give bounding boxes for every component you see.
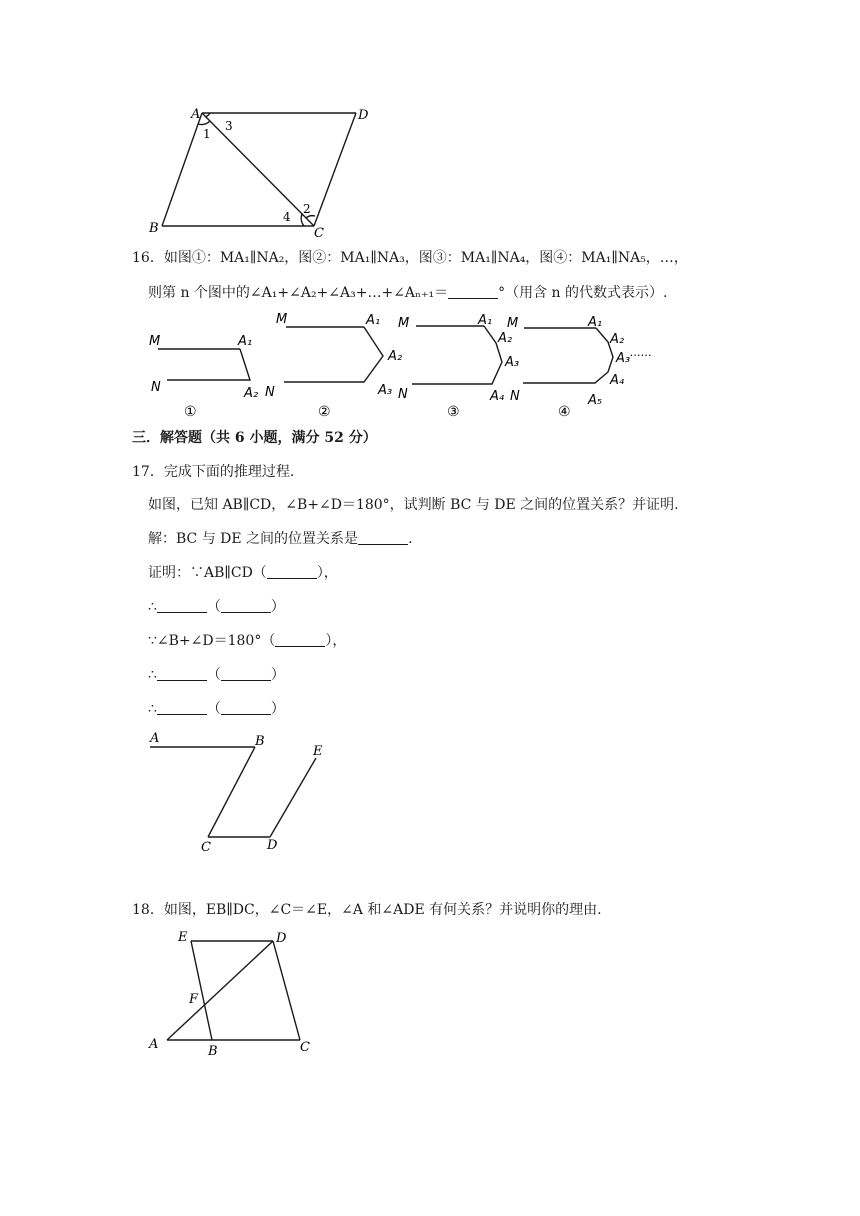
angle-4: 4: [283, 210, 291, 224]
q18-label-B: B: [208, 1044, 218, 1059]
f4-A3: A₃: [616, 351, 631, 366]
f3-A3: A₃: [505, 355, 520, 370]
q17-answer: 解：BC 与 DE 之间的位置关系是 .: [148, 531, 413, 547]
angle-3: 3: [225, 119, 233, 133]
q17-reason-4[interactable]: [221, 666, 271, 681]
q17-proof-line3: ∵∠B+∠D＝180°（ ），: [148, 633, 347, 649]
angle-1: 1: [203, 127, 211, 141]
q17-proof-line2: ∴ （ ）: [148, 599, 285, 615]
figure-q16-sequence: [140, 300, 700, 420]
q17-label-B: B: [255, 734, 265, 749]
f3-A4: A₄: [490, 389, 505, 404]
q18-label-E: E: [178, 930, 188, 945]
angle-2: 2: [303, 202, 311, 216]
q17-answer-blank[interactable]: [358, 530, 408, 545]
q17-reason-1[interactable]: [267, 564, 317, 579]
f4-dots: ……: [630, 346, 652, 359]
q17-step-5[interactable]: [157, 700, 207, 715]
label-C: C: [314, 226, 324, 240]
f3-M: M: [398, 316, 410, 331]
f3-caption: ③: [447, 404, 460, 420]
q18-label-A: A: [149, 1037, 159, 1052]
f4-caption: ④: [558, 404, 571, 420]
f4-N: N: [510, 389, 520, 404]
q16-line1: 16．如图①：MA₁∥NA₂，图②：MA₁∥NA₃，图③：MA₁∥NA₄，图④：MA₁∥NA₅，…，: [132, 250, 688, 266]
q18-label-F: F: [189, 992, 199, 1007]
f2-M: M: [276, 312, 288, 327]
q17-step-4[interactable]: [157, 666, 207, 681]
f2-caption: ②: [318, 404, 331, 420]
figure-q18: [140, 920, 330, 1060]
f4-M: M: [507, 316, 519, 331]
q17-proof-line5: ∴ （ ）: [148, 701, 285, 717]
q16-line2: 则第 n 个图中的∠A₁+∠A₂+∠A₃+…+∠Aₙ₊₁＝ °（用含 n 的代数式表示）.: [148, 285, 668, 301]
q18-label-C: C: [300, 1040, 310, 1055]
q17-statement: 如图，已知 AB∥CD，∠B+∠D＝180°，试判断 BC 与 DE 之间的位置关系？并证明.: [148, 497, 679, 513]
f3-A2: A₂: [498, 331, 513, 346]
q17-step-2[interactable]: [157, 598, 207, 613]
q18-text: 18．如图，EB∥DC，∠C＝∠E，∠A 和∠ADE 有何关系？并说明你的理由.: [132, 902, 602, 918]
label-B: B: [149, 221, 159, 236]
f1-N: N: [151, 380, 161, 395]
q17-reason-2[interactable]: [221, 598, 271, 613]
section-heading: 三．解答题（共 6 小题，满分 52 分）: [132, 430, 377, 446]
q17-label-D: D: [267, 838, 278, 853]
q17-label-E: E: [313, 744, 323, 759]
f2-N: N: [265, 385, 275, 400]
f4-A5: A₅: [588, 393, 603, 408]
f3-N: N: [398, 387, 408, 402]
q17-title: 17．完成下面的推理过程.: [132, 464, 295, 480]
label-A: A: [191, 107, 201, 122]
q17-label-C: C: [201, 840, 211, 855]
q18-label-D: D: [276, 931, 287, 946]
q17-reason-3[interactable]: [275, 632, 325, 647]
f3-A1: A₁: [478, 313, 493, 328]
figure-q17: [140, 725, 340, 860]
q17-reason-5[interactable]: [221, 700, 271, 715]
f4-A1: A₁: [588, 315, 603, 330]
f1-A1: A₁: [238, 334, 253, 349]
f4-A2: A₂: [610, 332, 625, 347]
f2-A3: A₃: [378, 383, 393, 398]
f4-A4: A₄: [610, 373, 625, 388]
q16-blank[interactable]: [448, 284, 498, 299]
label-D: D: [358, 108, 369, 123]
f1-M: M: [149, 334, 161, 349]
q17-label-A: A: [150, 731, 160, 746]
q17-proof-line1: 证明：∵AB∥CD（ ），: [148, 565, 338, 581]
figure-q15-parallelogram: [140, 100, 380, 240]
f1-A2: A₂: [244, 386, 259, 401]
f1-caption: ①: [184, 404, 197, 420]
q17-proof-line4: ∴ （ ）: [148, 667, 285, 683]
f2-A1: A₁: [366, 313, 381, 328]
f2-A2: A₂: [388, 349, 403, 364]
